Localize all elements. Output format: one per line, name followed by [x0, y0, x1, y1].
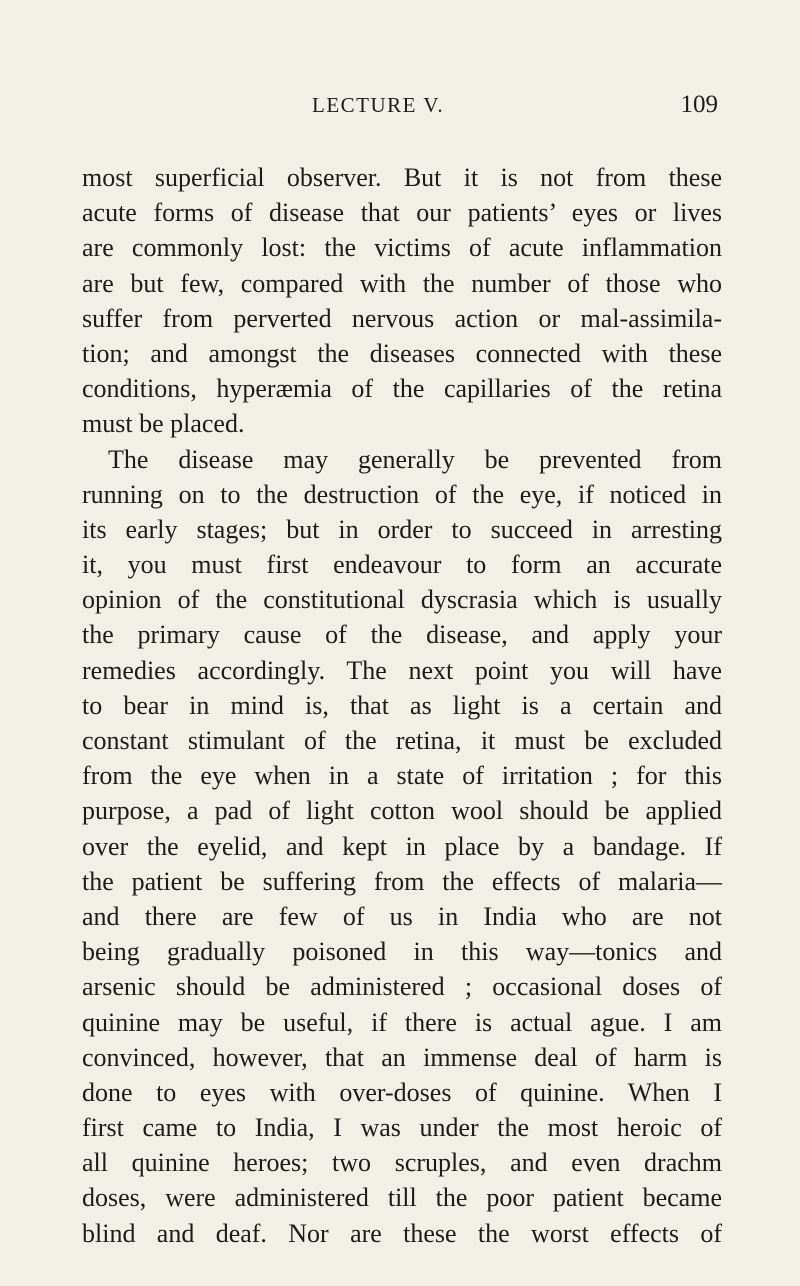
text-line: the primary cause of the disease, and apply your [82, 620, 722, 650]
text-line: quinine may be useful, if there is actual ague. I am [82, 1007, 722, 1037]
text-line: acute forms of disease that our patients’ eyes or lives [82, 198, 722, 228]
text-line: from the eye when in a state of irritation ; for this [82, 761, 722, 791]
text-line: all quinine heroes; two scruples, and even drachm [82, 1148, 722, 1178]
text-line: are commonly lost: the victims of acute inflammation [82, 233, 722, 263]
text-line: tion; and amongst the diseases connected with these [82, 338, 722, 368]
page-number: 109 [680, 91, 718, 118]
text-line: purpose, a pad of light cotton wool should be applied [82, 796, 722, 826]
running-head [80, 90, 720, 120]
text-line: running on to the destruction of the eye, if noticed in [82, 479, 722, 509]
text-line: must be placed. [82, 409, 245, 439]
text-line: suffer from perverted nervous action or mal-assimila- [82, 303, 722, 333]
text-line: convinced, however, that an immense deal of harm is [82, 1042, 722, 1072]
text-line: conditions, hyperæmia of the capillaries of the retina [82, 374, 722, 404]
text-line: and there are few of us in India who are not [82, 901, 722, 931]
text-line: its early stages; but in order to succeed in arresting [82, 514, 722, 544]
text-line: constant stimulant of the retina, it must be excluded [82, 726, 722, 755]
text-line: opinion of the constitutional dyscrasia which is usually [82, 585, 722, 615]
text-line: remedies accordingly. The next point you will have [82, 655, 722, 685]
text-line: most superficial observer. But it is not from these [82, 163, 722, 192]
body-text [82, 160, 722, 1251]
text-line: blind and deaf. Nor are these the worst effects of [82, 1218, 722, 1248]
text-line: doses, were administered till the poor patient became [82, 1183, 722, 1213]
text-line: first came to India, I was under the most heroic of [82, 1113, 722, 1143]
text-line: arsenic should be administered ; occasional doses of [82, 972, 722, 1002]
text-line: are but few, compared with the number of those who [82, 268, 722, 298]
text-line: done to eyes with over-doses of quinine. When I [82, 1077, 722, 1107]
text-line: the patient be suffering from the effects of malaria— [82, 866, 722, 896]
paragraph-start-line: The disease may generally be prevented from [108, 444, 722, 474]
text-line: it, you must first endeavour to form an accurate [82, 550, 722, 580]
text-line: over the eyelid, and kept in place by a bandage. If [82, 831, 722, 861]
text-line: being gradually poisoned in this way—tonics and [82, 937, 722, 967]
text-line: to bear in mind is, that as light is a certain and [82, 690, 722, 720]
running-head-title: LECTURE V. [312, 93, 445, 117]
